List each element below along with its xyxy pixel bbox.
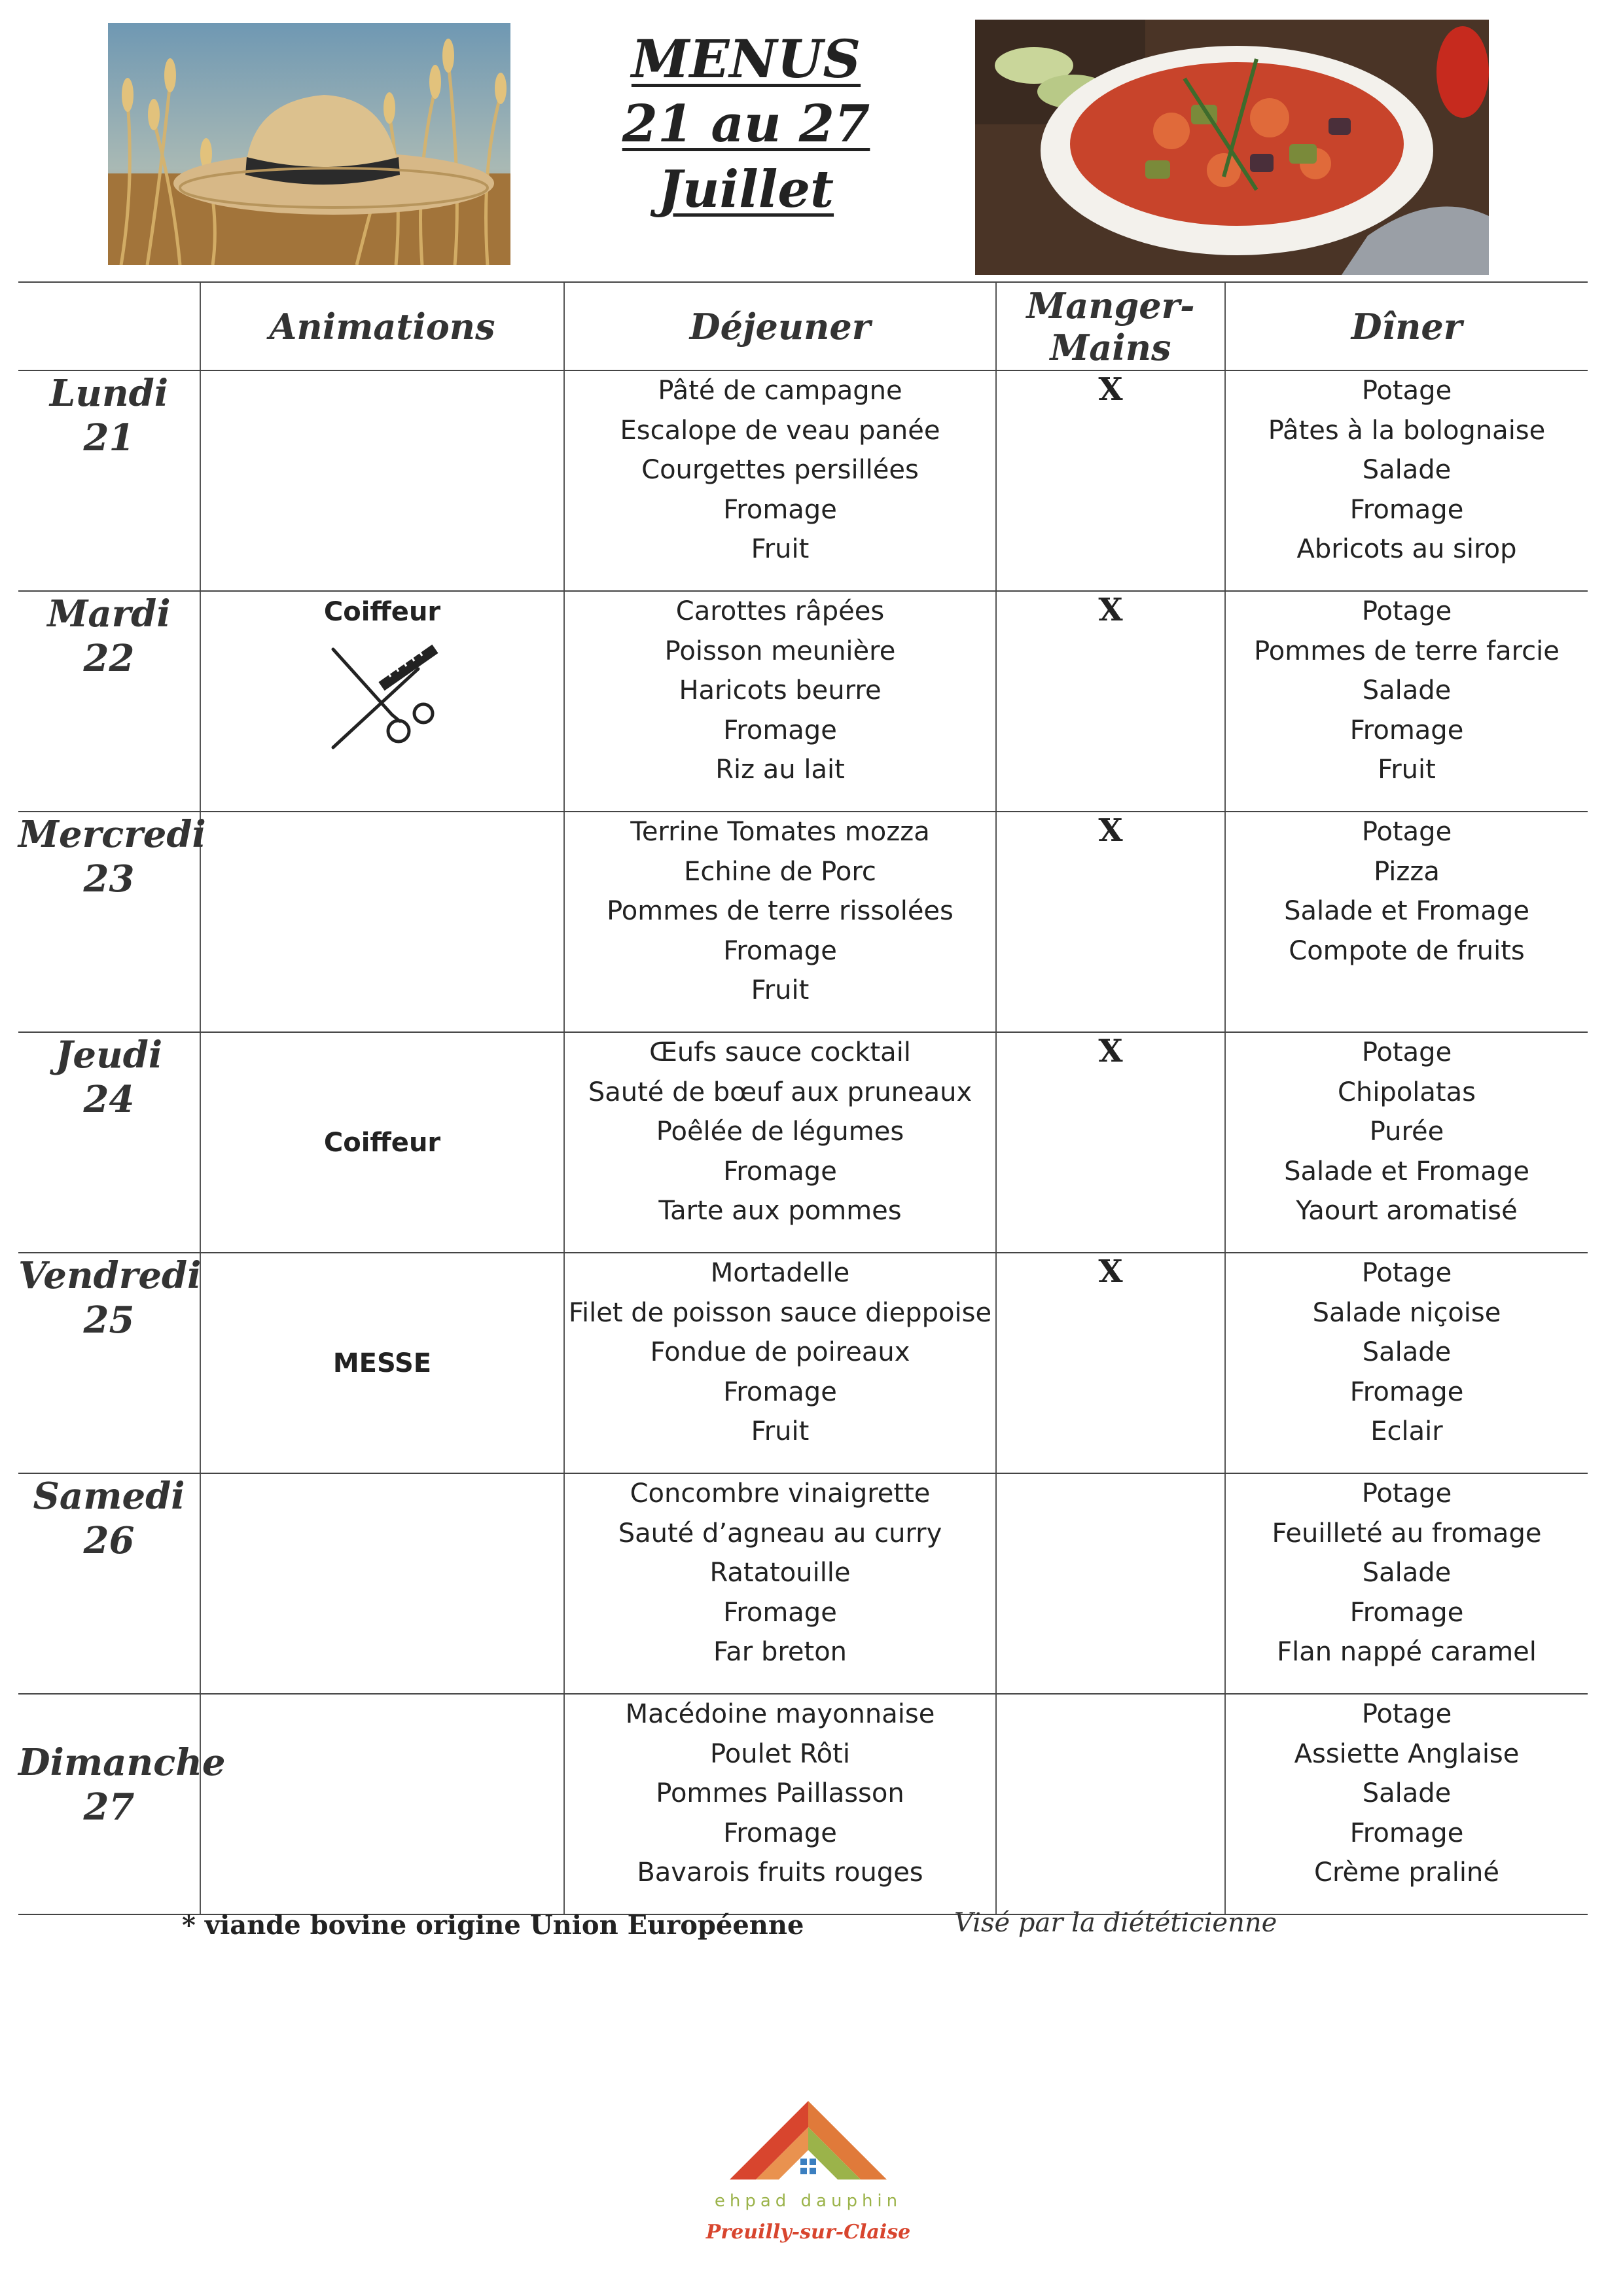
lunch-cell	[564, 1253, 996, 1473]
day-date: 25	[83, 1299, 135, 1342]
animation-label: Coiffeur	[323, 597, 441, 627]
lunch-item: Ratatouille	[709, 1558, 851, 1588]
lunch-item: Fromage	[723, 1597, 837, 1628]
day-cell	[18, 1032, 200, 1253]
logo-name: ehpad dauphin	[714, 2191, 902, 2211]
day-name: Samedi	[33, 1475, 185, 1518]
table-row	[18, 1253, 1588, 1473]
dinner-cell	[1225, 1253, 1588, 1473]
animation-cell: Coiffeur	[200, 1032, 564, 1253]
day-date: 26	[83, 1519, 135, 1562]
lunch-item: Riz au lait	[715, 755, 845, 785]
lunch-cell	[564, 812, 996, 1032]
animation-cell: MESSE	[200, 1253, 564, 1473]
lunch-item: Fromage	[723, 1818, 837, 1848]
header-finger-food-line1: Manger-	[1026, 284, 1195, 327]
finger-food-mark: X	[996, 370, 1225, 591]
lunch-item: Concombre vinaigrette	[630, 1479, 931, 1509]
lunch-item: Œufs sauce cocktail	[649, 1037, 911, 1067]
lunch-item: Poêlée de légumes	[656, 1117, 904, 1147]
animation-cell	[200, 591, 564, 812]
dietitian-approval: Visé par la diététicienne	[954, 1908, 1277, 1938]
day-cell	[18, 370, 200, 591]
lunch-item: Haricots beurre	[679, 675, 882, 706]
animation-cell	[200, 370, 564, 591]
hat-wheat-photo	[108, 23, 510, 265]
dinner-item: Assiette Anglaise	[1294, 1738, 1520, 1769]
table-row	[18, 812, 1588, 1032]
dinner-item: Pizza	[1374, 856, 1440, 887]
menu-title-block	[550, 26, 942, 223]
dinner-item: Chipolatas	[1338, 1077, 1476, 1107]
day-cell	[18, 1694, 226, 1914]
day-name: Dimanche	[18, 1741, 226, 1784]
lunch-item: Fromage	[723, 494, 837, 525]
dinner-item: Salade	[1362, 1558, 1452, 1588]
finger-food-mark: X	[996, 1253, 1225, 1473]
table-row	[18, 370, 1588, 591]
lunch-item: Bavarois fruits rouges	[637, 1857, 923, 1888]
lunch-item: Poulet Rôti	[710, 1738, 850, 1769]
lunch-item: Pâté de campagne	[658, 376, 902, 406]
table-row	[18, 1032, 1588, 1253]
dinner-item: Purée	[1369, 1117, 1444, 1147]
dinner-item: Fromage	[1349, 715, 1464, 745]
table-row	[18, 591, 1588, 812]
dinner-item: Fromage	[1349, 1597, 1464, 1628]
lunch-item: Macédoine mayonnaise	[625, 1699, 935, 1729]
day-name: Mardi	[47, 592, 171, 636]
finger-food-mark: X	[996, 591, 1225, 812]
dinner-item: Pâtes à la bolognaise	[1268, 415, 1546, 446]
dinner-item: Flan nappé caramel	[1277, 1637, 1537, 1667]
dinner-item: Fromage	[1349, 1818, 1464, 1848]
dinner-cell	[1225, 812, 1588, 1032]
lunch-item: Echine de Porc	[684, 856, 876, 887]
dinner-item: Potage	[1361, 1479, 1452, 1509]
finger-food-mark: X	[996, 812, 1225, 1032]
finger-food-mark	[996, 1473, 1225, 1694]
day-cell	[18, 1253, 200, 1473]
day-date: 22	[83, 637, 135, 680]
lunch-item: Sauté de bœuf aux pruneaux	[588, 1077, 972, 1107]
lunch-cell	[564, 591, 996, 812]
finger-food-mark: X	[996, 1032, 1225, 1253]
dinner-item: Fromage	[1349, 494, 1464, 525]
lunch-item: Fruit	[751, 975, 810, 1005]
dinner-item: Potage	[1361, 596, 1452, 626]
dinner-cell	[1225, 1032, 1588, 1253]
dinner-item: Pommes de terre farcie	[1254, 636, 1560, 666]
finger-food-mark	[996, 1694, 1225, 1914]
day-cell	[18, 812, 206, 1032]
lunch-item: Carottes râpées	[675, 596, 885, 626]
lunch-item: Sauté d’agneau au curry	[618, 1518, 942, 1549]
lunch-cell	[564, 1694, 996, 1914]
dinner-item: Potage	[1361, 1037, 1452, 1067]
dinner-item: Potage	[1361, 1699, 1452, 1729]
dinner-item: Salade	[1362, 1337, 1452, 1367]
beef-origin-note: * viande bovine origine Union Européenne	[182, 1910, 804, 1941]
lunch-item: Fromage	[723, 1376, 837, 1407]
lunch-item: Terrine Tomates mozza	[630, 817, 930, 847]
dinner-cell	[1225, 370, 1588, 591]
day-name: Jeudi	[55, 1033, 163, 1077]
day-cell	[18, 591, 200, 812]
lunch-item: Pommes de terre rissolées	[607, 896, 954, 926]
header-animations: Animations	[200, 282, 564, 370]
dinner-item: Feuilleté au fromage	[1272, 1518, 1542, 1549]
lunch-item: Mortadelle	[710, 1258, 850, 1288]
header-dinner: Dîner	[1225, 282, 1588, 370]
dinner-item: Potage	[1361, 817, 1452, 847]
lunch-item: Fromage	[723, 1156, 837, 1187]
ratatouille-photo	[975, 20, 1489, 275]
day-date: 24	[83, 1078, 135, 1121]
table-row	[18, 1694, 1588, 1914]
header-day	[18, 282, 200, 370]
dinner-item: Salade	[1362, 675, 1452, 706]
dinner-cell	[1225, 1694, 1588, 1914]
lunch-item: Fromage	[723, 715, 837, 745]
animation-cell	[200, 1694, 564, 1914]
scissors-comb-icon	[320, 643, 444, 754]
lunch-item: Far breton	[713, 1637, 847, 1667]
lunch-item: Pommes Paillasson	[656, 1778, 904, 1808]
dinner-item: Fruit	[1378, 755, 1436, 785]
dinner-item: Potage	[1361, 1258, 1452, 1288]
dinner-item: Potage	[1361, 376, 1452, 406]
lunch-cell	[564, 1032, 996, 1253]
header-finger-food-line2: Mains	[1050, 326, 1171, 368]
dinner-item: Compote de fruits	[1289, 935, 1525, 966]
dinner-item: Salade	[1362, 1778, 1452, 1808]
menu-date-range: 21 au 27 Juillet	[622, 94, 870, 219]
table-row	[18, 1473, 1588, 1694]
day-date: 21	[83, 416, 135, 459]
dinner-item: Salade et Fromage	[1284, 896, 1529, 926]
lunch-item: Escalope de veau panée	[620, 415, 940, 446]
dinner-cell	[1225, 1473, 1588, 1694]
day-name: Vendredi	[18, 1254, 202, 1297]
ratatouille-image	[975, 20, 1489, 275]
dinner-item: Abricots au sirop	[1296, 534, 1517, 564]
lunch-item: Courgettes persillées	[641, 455, 919, 485]
dinner-item: Yaourt aromatisé	[1296, 1196, 1518, 1226]
lunch-item: Tarte aux pommes	[658, 1196, 902, 1226]
table-header-row	[18, 282, 1588, 370]
lunch-item: Fondue de poireaux	[650, 1337, 910, 1367]
lunch-item: Filet de poisson sauce dieppoise	[568, 1297, 992, 1328]
animation-cell	[200, 812, 564, 1032]
animation-cell	[200, 1473, 564, 1694]
lunch-cell	[564, 1473, 996, 1694]
lunch-item: Fromage	[723, 935, 837, 966]
logo-window	[800, 2159, 816, 2174]
header-lunch: Déjeuner	[564, 282, 996, 370]
lunch-item: Fruit	[751, 1416, 810, 1446]
dinner-item: Crème praliné	[1314, 1857, 1499, 1888]
day-date: 27	[83, 1785, 135, 1829]
menu-title: MENUS	[631, 28, 861, 90]
day-date: 23	[83, 857, 135, 901]
dinner-cell	[1225, 591, 1588, 812]
dinner-item: Salade	[1362, 455, 1452, 485]
day-name: Lundi	[49, 372, 169, 415]
dinner-item: Salade niçoise	[1312, 1297, 1501, 1328]
dinner-item: Salade et Fromage	[1284, 1156, 1529, 1187]
lunch-item: Poisson meunière	[664, 636, 896, 666]
dinner-item: Eclair	[1370, 1416, 1443, 1446]
dinner-item: Fromage	[1349, 1376, 1464, 1407]
day-name: Mercredi	[18, 813, 206, 856]
header-finger-food	[996, 282, 1225, 370]
lunch-item: Fruit	[751, 534, 810, 564]
day-cell	[18, 1473, 200, 1694]
hat-wheat-image	[108, 23, 510, 265]
lunch-cell	[564, 370, 996, 591]
weekly-menu-table	[18, 281, 1588, 1915]
logo-place: Preuilly-sur-Claise	[705, 2221, 911, 2244]
